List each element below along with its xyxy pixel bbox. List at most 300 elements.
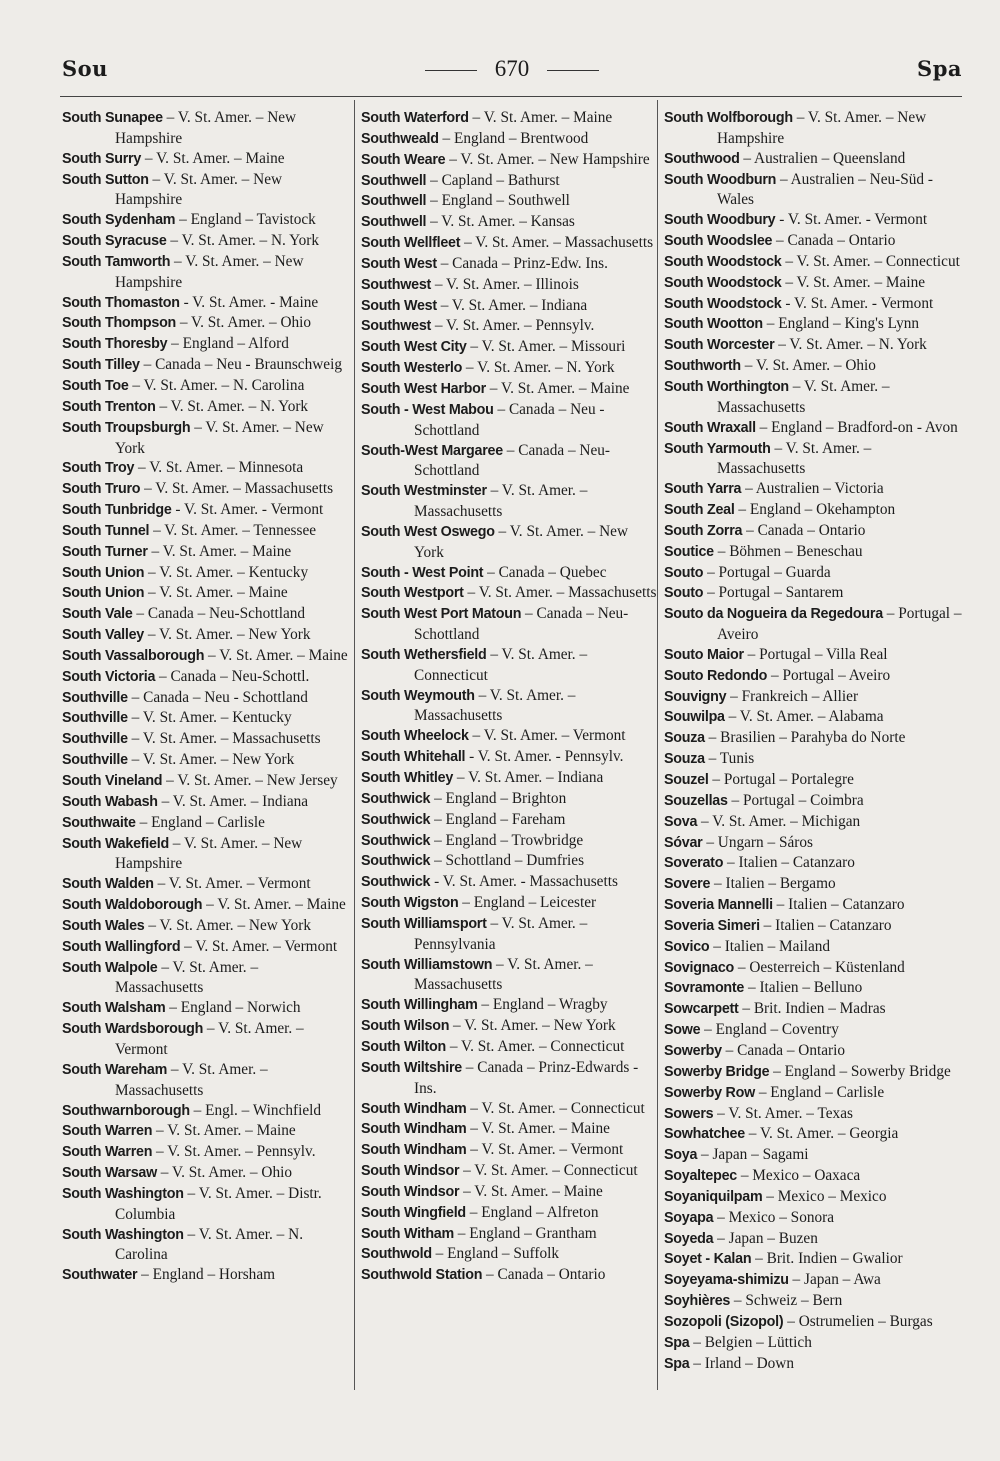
entry-headword: South Thoresby: [62, 336, 168, 353]
entry-headword: Soyeda: [664, 1230, 714, 1247]
entry-location: – V. St. Amer. – Pennsylvania: [414, 914, 588, 953]
entry-location: – V. St. Amer. – Ohio: [156, 1164, 292, 1182]
entry-headword: Southwood: [664, 150, 740, 167]
entry-location: – Portugal – Aveiro: [717, 605, 962, 644]
gazetteer-entry: [361, 129, 657, 150]
entry-location: – V. St. Amer. – Texas: [713, 1104, 853, 1122]
entry-headword: Southwick: [361, 874, 431, 891]
gazetteer-entry: [62, 667, 350, 688]
gazetteer-entry: [62, 958, 350, 999]
entry-location: – Portugal – Guarda: [703, 563, 831, 581]
gazetteer-entry: [664, 770, 962, 791]
entry-location: – V. St. Amer. – N. Carolina: [128, 376, 305, 394]
gazetteer-entry: [62, 500, 350, 521]
entry-headword: South Westerlo: [361, 360, 463, 377]
entry-headword: Southwarnborough: [62, 1102, 190, 1119]
entry-headword: Souto: [664, 585, 704, 602]
entry-location: – V. St. Amer. – New York: [414, 522, 628, 561]
entry-location: – Frankreich – Allier: [726, 687, 859, 705]
entry-location: – V. St. Amer. – Vermont: [468, 727, 626, 745]
gazetteer-entry: [664, 645, 962, 666]
entry-location: – V. St. Amer. – Maine: [781, 273, 926, 291]
gazetteer-entry: [664, 377, 962, 418]
entry-location: – Brit. Indien – Gwalior: [751, 1250, 903, 1268]
entry-headword: South Trenton: [62, 398, 156, 415]
gazetteer-entry: [62, 397, 350, 418]
gazetteer-entry: [62, 813, 350, 834]
entry-headword: South Westport: [361, 585, 464, 602]
entry-location: – V. St. Amer. – New York: [449, 1017, 616, 1035]
entry-location: – England – Suffolk: [431, 1245, 559, 1263]
entry-headword: South - West Point: [361, 564, 484, 581]
entry-location: – V. St. Amer. – N. York: [155, 397, 309, 415]
gazetteer-entry: [361, 872, 657, 893]
entry-location: – V. St. Amer. – Connecticut: [466, 1099, 645, 1117]
entry-location: – Portugal – Santarem: [703, 584, 844, 602]
entry-location: – V. St. Amer. – Maine: [468, 109, 613, 126]
entry-location: – Japan – Buzen: [713, 1229, 818, 1247]
gazetteer-entry: [361, 1140, 657, 1161]
gazetteer-entry: [62, 895, 350, 916]
gazetteer-entry: [62, 521, 350, 542]
entry-location: – V. St. Amer. – New Hampshire: [445, 150, 650, 168]
entry-location: – Canada – Neu - Schottland: [414, 400, 605, 439]
gazetteer-entry: [62, 1019, 350, 1060]
entry-location: – V. St. Amer. – Maine: [204, 646, 348, 664]
gazetteer-entry: [62, 563, 350, 584]
entry-headword: Southwell: [361, 172, 427, 189]
gazetteer-entry: [361, 768, 657, 789]
gazetteer-entry: [361, 851, 657, 872]
entry-headword: South Witham: [361, 1225, 454, 1242]
entry-headword: South Yarmouth: [664, 440, 771, 457]
gazetteer-entry: [361, 400, 657, 441]
entry-location: – V. St. Amer. – Pennsylv.: [431, 317, 595, 335]
entry-location: – V. St. Amer. – Kentucky: [127, 709, 292, 727]
entry-location: – Brasilien – Parahyba do Norte: [704, 729, 906, 747]
entry-headword: South Troupsburgh: [62, 419, 191, 436]
entry-location: – Portugal – Villa Real: [743, 645, 888, 663]
gazetteer-entry: [664, 791, 962, 812]
entry-location: – Oesterreich – Küstenland: [734, 958, 905, 976]
gazetteer-entry: [361, 1244, 657, 1265]
entry-headword: South Vale: [62, 606, 133, 623]
entry-headword: South Wallingford: [62, 938, 181, 955]
entry-location: – V. St. Amer. – New York: [144, 916, 311, 934]
entry-headword: South Walpole: [62, 959, 158, 976]
gazetteer-entry: [62, 604, 350, 625]
entry-headword: Southville: [62, 731, 128, 748]
gazetteer-entry: [62, 1121, 350, 1142]
gazetteer-entry: [62, 1060, 350, 1101]
entry-location: – V. St. Amer. – Vermont: [153, 875, 311, 893]
entry-headword: Souza: [664, 751, 705, 768]
entry-location: - V. St. Amer. - Pennsylv.: [465, 748, 624, 766]
gazetteer-entry: [664, 542, 962, 563]
entry-location: – England – Wragby: [477, 996, 608, 1014]
gazetteer-entry: [361, 108, 657, 129]
entry-headword: South Waldoborough: [62, 897, 203, 914]
entry-headword: Southville: [62, 752, 128, 769]
entry-headword: South Whitehall: [361, 749, 466, 766]
entry-headword: Sowhatchee: [664, 1126, 745, 1143]
gazetteer-entry: [664, 231, 962, 252]
gazetteer-entry: [361, 1099, 657, 1120]
entry-headword: Soyapa: [664, 1209, 714, 1226]
gazetteer-entry: [664, 1249, 962, 1270]
gazetteer-entry: [664, 1083, 962, 1104]
entry-location: – V. St. Amer. – Kansas: [426, 213, 575, 231]
entry-headword: Southwold Station: [361, 1267, 483, 1284]
entry-location: – V. St. Amer. – Georgia: [744, 1125, 899, 1143]
entry-location: – V. St. Amer. – Massachusetts: [140, 480, 334, 498]
entry-headword: South Windham: [361, 1142, 467, 1159]
entry-location: – V. St. Amer. – Kentucky: [144, 563, 309, 581]
gazetteer-entry: [664, 687, 962, 708]
entry-location: – V. St. Amer. – Pennsylv.: [152, 1143, 316, 1161]
entry-location: – Canada – Quebec: [483, 563, 607, 581]
entry-headword: Sovico: [664, 938, 710, 955]
gazetteer-entry: [361, 1161, 657, 1182]
gazetteer-entry: [361, 233, 657, 254]
gazetteer-entry: [62, 937, 350, 958]
gazetteer-entry: [664, 1020, 962, 1041]
gazetteer-entry: [361, 604, 657, 645]
gazetteer-entry: [361, 583, 657, 604]
entry-headword: Soyaltepec: [664, 1168, 737, 1185]
entry-location: – V. St. Amer. – Massachusetts: [115, 958, 259, 997]
gazetteer-entry: [361, 1016, 657, 1037]
entry-location: – England – Carlisle: [755, 1083, 885, 1101]
entry-headword: Southville: [62, 689, 128, 706]
entry-location: – Italien – Catanzaro: [772, 896, 905, 914]
entry-location: – Canada – Neu - Schottland: [127, 688, 308, 706]
entry-location: – Canada – Neu - Braunschweig: [139, 356, 342, 374]
entry-headword: South West Oswego: [361, 523, 495, 540]
entry-headword: South Worcester: [664, 337, 775, 354]
entry-location: – V. St. Amer. – New Hampshire: [115, 170, 283, 209]
entry-location: – Australien – Queensland: [739, 149, 906, 167]
gazetteer-entry: [664, 707, 962, 728]
entry-location: – Schweiz – Bern: [730, 1292, 843, 1310]
entry-location: – Canada – Neu-Schottland: [132, 605, 306, 623]
entry-headword: Sóvar: [664, 834, 703, 851]
entry-headword: Sowerby Bridge: [664, 1063, 770, 1080]
entry-location: – V. St. Amer. – New Hampshire: [115, 834, 303, 873]
gazetteer-entry: [361, 441, 657, 482]
entry-location: – V. St. Amer. – Ohio: [176, 314, 312, 332]
gazetteer-entry: [62, 1225, 350, 1266]
entry-headword: South Williamstown: [361, 956, 493, 973]
entry-headword: Spa: [664, 1334, 690, 1351]
entry-location: – V. St. Amer. – New Hampshire: [115, 109, 297, 147]
entry-headword: South Worthington: [664, 378, 789, 395]
entry-headword: Sowerby Row: [664, 1084, 755, 1101]
gazetteer-entry: [62, 458, 350, 479]
entry-location: – V. St. Amer. – Vermont: [180, 937, 338, 955]
entry-location: – V. St. Amer. – Vermont: [466, 1141, 624, 1159]
gazetteer-entry: [664, 273, 962, 294]
gazetteer-entry: [62, 231, 350, 252]
gazetteer-entry: [62, 252, 350, 293]
gazetteer-entry: [62, 313, 350, 334]
column-divider: [354, 100, 355, 1390]
gazetteer-entry: [62, 792, 350, 813]
entry-headword: South Wiltshire: [361, 1059, 462, 1076]
gazetteer-entry: [62, 916, 350, 937]
entry-headword: South Warren: [62, 1123, 153, 1140]
entry-headword: Sovignaco: [664, 959, 735, 976]
entry-location: – V. St. Amer. – N. York: [774, 336, 927, 354]
entry-headword: South Tamworth: [62, 253, 171, 270]
gazetteer-entry: [664, 853, 962, 874]
gazetteer-entry: [664, 108, 962, 149]
entry-location: – V. St. Amer. – Massachusetts: [460, 234, 654, 252]
entry-headword: South Syracuse: [62, 233, 167, 250]
entry-location: – England – Grantham: [453, 1224, 597, 1242]
entry-headword: South Woodstock: [664, 295, 782, 312]
entry-headword: South Thompson: [62, 315, 177, 332]
gazetteer-entry: [664, 335, 962, 356]
entry-location: – V. St. Amer. – Massachusetts: [414, 686, 576, 725]
entry-location: – England – Tavistock: [175, 211, 316, 229]
gazetteer-entry: [664, 294, 962, 315]
gazetteer-entry: [361, 254, 657, 275]
entry-location: – Mexico – Oaxaca: [737, 1167, 861, 1185]
gazetteer-entry: [664, 1312, 962, 1333]
entry-headword: South Wellfleet: [361, 235, 461, 252]
gazetteer-entry: [664, 1166, 962, 1187]
entry-headword: Souvigny: [664, 688, 727, 705]
column-1: [62, 108, 350, 1286]
entry-headword: South Wheelock: [361, 728, 469, 745]
gazetteer-entry: [664, 874, 962, 895]
entry-headword: Souzel: [664, 772, 709, 788]
gazetteer-entry: [664, 728, 962, 749]
entry-headword: South Walsham: [62, 1000, 166, 1017]
entry-location: – V. St. Amer. – New Hampshire: [717, 109, 927, 147]
gazetteer-entry: [62, 210, 350, 231]
entry-headword: Southwell: [361, 193, 427, 210]
gazetteer-entry: [361, 481, 657, 522]
entry-headword: South Wraxall: [664, 419, 756, 436]
gazetteer-entry: [361, 726, 657, 747]
entry-location: – V. St. Amer. – Distr. Columbia: [115, 1184, 322, 1223]
gazetteer-entry: [664, 170, 962, 211]
entry-location: – Portugal – Aveiro: [767, 666, 891, 684]
entry-location: – V. St. Amer. – Maine: [147, 542, 292, 560]
entry-headword: Souzellas: [664, 792, 728, 809]
entry-location: – England – Fareham: [430, 810, 566, 828]
gazetteer-entry: [62, 708, 350, 729]
gazetteer-entry: [62, 418, 350, 459]
entry-location: – Canada – Ontario: [742, 521, 866, 539]
gazetteer-entry: [664, 314, 962, 335]
entry-headword: Southville: [62, 710, 128, 727]
gazetteer-entry: [664, 999, 962, 1020]
entry-headword: Soyet - Kalan: [664, 1251, 752, 1268]
entry-location: – Tunis: [704, 750, 755, 768]
entry-location: – Canada – Ontario: [482, 1266, 606, 1284]
entry-headword: South Tunbridge: [62, 502, 172, 519]
gazetteer-entry: [664, 252, 962, 273]
entry-headword: South Washington: [62, 1226, 184, 1243]
entry-headword: South Wootton: [664, 316, 763, 333]
gazetteer-entry: [62, 688, 350, 709]
entry-headword: Souto Maior: [664, 646, 744, 663]
entry-location: – V. St. Amer. – Massachusetts: [717, 439, 872, 478]
entry-location: – Canada – Ontario: [721, 1041, 846, 1059]
entry-headword: South West: [361, 255, 437, 272]
entry-location: – Portugal – Portalegre: [708, 771, 854, 788]
entry-location: - V. St. Amer. - Maine: [179, 293, 319, 311]
entry-location: – England – Carlisle: [135, 813, 265, 831]
gazetteer-entry: [664, 833, 962, 854]
entry-location: - V. St. Amer. - Massachusetts: [430, 873, 618, 891]
gazetteer-entry: [361, 1119, 657, 1140]
entry-location: – England – Okehampton: [734, 501, 896, 519]
entry-location: – V. St. Amer. – Massachusetts: [717, 377, 890, 416]
entry-headword: Souto: [664, 564, 704, 581]
entry-location: – V. St. Amer. – Indiana: [453, 769, 604, 786]
entry-headword: South Yarra: [664, 481, 742, 498]
entry-headword: Sowers: [664, 1105, 714, 1122]
entry-headword: South Wethersfield: [361, 646, 487, 663]
entry-headword: South Washington: [62, 1185, 184, 1202]
entry-headword: South Warren: [62, 1144, 153, 1161]
entry-location: – Canada – Neu-Schottl.: [155, 667, 310, 685]
entry-headword: Souwilpa: [664, 709, 725, 726]
gazetteer-entry: [664, 356, 962, 377]
entry-headword: South Woodstock: [664, 274, 782, 291]
entry-headword: South Truro: [62, 481, 141, 498]
entry-headword: South Wigston: [361, 895, 459, 912]
column-3: [664, 108, 962, 1374]
entry-headword: South Waterford: [361, 110, 469, 126]
entry-headword: Sowerby: [664, 1042, 722, 1059]
entry-location: – V. St. Amer. – Massachusetts: [127, 730, 321, 748]
gazetteer-entry: [361, 831, 657, 852]
entry-location: – England – Alford: [167, 335, 289, 353]
entry-location: – Capland – Bathurst: [426, 171, 560, 189]
header-left-catchword: Sou: [62, 56, 108, 81]
entry-location: – V. St. Amer. – Alabama: [724, 708, 884, 726]
entry-headword: South Warsaw: [62, 1165, 157, 1182]
entry-headword: Spa: [664, 1355, 690, 1372]
gazetteer-entry: [62, 646, 350, 667]
entry-location: – V. St. Amer. – Maine: [485, 379, 630, 397]
gazetteer-entry: [664, 1333, 962, 1354]
gazetteer-entry: [62, 1101, 350, 1122]
entry-location: – Canada – Neu-Schottland: [414, 605, 629, 644]
entry-location: – Portugal – Coimbra: [727, 791, 864, 809]
entry-headword: Southwick: [361, 811, 431, 828]
header-rule: [60, 96, 962, 97]
entry-headword: Soverato: [664, 855, 724, 872]
entry-headword: South Windham: [361, 1121, 467, 1138]
gazetteer-entry: [361, 810, 657, 831]
gazetteer-entry: [664, 1104, 962, 1125]
gazetteer-entry: [361, 1182, 657, 1203]
entry-headword: Sozopoli (Sizopol): [664, 1313, 784, 1330]
entry-location: – V. St. Amer. – Tennessee: [149, 521, 317, 539]
entry-headword: Soveria Mannelli: [664, 897, 773, 914]
entry-headword: Southwick: [361, 853, 431, 870]
gazetteer-entry: [664, 1291, 962, 1312]
entry-location: – Böhmen – Beneschau: [713, 542, 863, 560]
entry-headword: South Union: [62, 564, 145, 581]
gazetteer-entry: [62, 998, 350, 1019]
entry-headword: South Troy: [62, 460, 135, 477]
gazetteer-entry: [361, 995, 657, 1016]
entry-location: – Italien – Catanzaro: [759, 916, 892, 934]
entry-headword: South West Port Matoun: [361, 606, 522, 623]
entry-location: - V. St. Amer. - Vermont: [781, 294, 934, 312]
gazetteer-entry: [361, 747, 657, 768]
entry-headword: Soveria Simeri: [664, 917, 760, 934]
entry-headword: South Vassalborough: [62, 647, 205, 664]
gazetteer-entry: [361, 316, 657, 337]
gazetteer-entry: [361, 275, 657, 296]
entry-location: – V. St. Amer. – Massachusetts: [463, 584, 657, 602]
entry-headword: South - West Mabou: [361, 401, 494, 418]
gazetteer-entry: [361, 212, 657, 233]
gazetteer-entry: [62, 771, 350, 792]
gazetteer-entry: [62, 334, 350, 355]
gazetteer-entry: [664, 1208, 962, 1229]
gazetteer-entry: [361, 150, 657, 171]
entry-location: – V. St. Amer. – Connecticut: [781, 252, 960, 270]
entry-headword: South Victoria: [62, 668, 156, 685]
gazetteer-entry: [361, 1058, 657, 1099]
entry-location: – Belgien – Lüttich: [689, 1333, 812, 1351]
gazetteer-entry: [361, 1224, 657, 1245]
gazetteer-entry: [361, 1203, 657, 1224]
gazetteer-entry: [664, 1124, 962, 1145]
gazetteer-entry: [62, 729, 350, 750]
gazetteer-entry: [361, 379, 657, 400]
entry-headword: South Wolfborough: [664, 110, 793, 126]
entry-location: – England – Leicester: [458, 894, 597, 912]
entry-location: – Italien – Mailand: [709, 937, 831, 955]
entry-headword: Soutice: [664, 543, 714, 560]
entry-location: – Engl. – Winchfield: [189, 1101, 322, 1119]
entry-location: – Canada – Prinz-Edw. Ins.: [436, 254, 608, 272]
entry-headword: South Windsor: [361, 1163, 460, 1180]
entry-location: – Italien – Belluno: [744, 979, 863, 997]
entry-headword: South Woodslee: [664, 233, 773, 250]
entry-location: – England – Bradford-on - Avon: [755, 418, 958, 436]
entry-location: – England – Southwell: [426, 192, 570, 210]
gazetteer-entry: [664, 563, 962, 584]
gazetteer-entry: [664, 812, 962, 833]
entry-location: – V. St. Amer. – Maine: [152, 1122, 296, 1140]
entry-headword: South Walden: [62, 876, 154, 893]
entry-headword: South Williamsport: [361, 915, 487, 932]
header-right-catchword: Spa: [917, 56, 962, 81]
entry-headword: Souto da Nogueira da Regedoura: [664, 606, 883, 623]
gazetteer-entry: [62, 1142, 350, 1163]
column-2: [361, 108, 657, 1286]
gazetteer-entry: [62, 479, 350, 500]
gazetteer-entry: [62, 583, 350, 604]
entry-headword: Sovramonte: [664, 980, 745, 997]
gazetteer-entry: [361, 522, 657, 563]
gazetteer-entry: [664, 521, 962, 542]
gazetteer-entry: [62, 170, 350, 211]
entry-location: – V. St. Amer. – Ohio: [740, 357, 876, 375]
entry-location: – England – Alfreton: [465, 1203, 599, 1221]
